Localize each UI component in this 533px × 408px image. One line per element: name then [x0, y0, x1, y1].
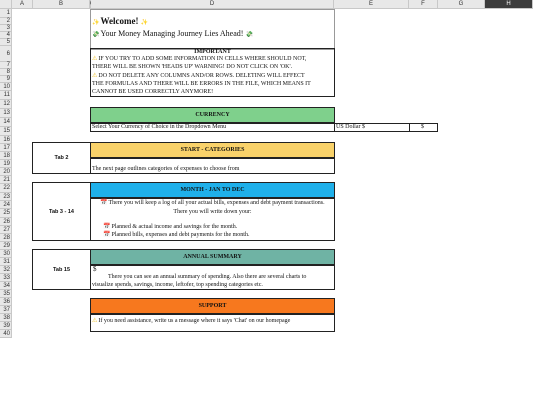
start-categories-text: The next page outlines categories of expenses to choose from [92, 166, 240, 172]
money-icon: 💸 [245, 32, 253, 38]
column-header-b[interactable]: B [33, 0, 90, 9]
column-header-e[interactable]: E [334, 0, 409, 9]
row-header[interactable]: 17 [0, 144, 12, 152]
tab-3-14-label[interactable]: Tab 3 - 14 [32, 182, 91, 241]
annual-summary-symbol: $ [93, 265, 97, 273]
row-header[interactable]: 8 [0, 69, 12, 76]
row-header[interactable]: 9 [0, 76, 12, 83]
row-header[interactable]: 29 [0, 242, 12, 250]
row-header[interactable]: 12 [0, 100, 12, 109]
row-header[interactable]: 1 [0, 9, 12, 18]
important-line-2: THERE WILL BE SHOWN 'HEADS UP' WARNING! DO NOT CLICK ON 'OK'. [92, 64, 293, 70]
row-header[interactable]: 27 [0, 226, 12, 234]
currency-symbol: $ [421, 124, 424, 130]
column-header-f[interactable]: F [409, 0, 438, 9]
warning-icon: ⚠ [92, 73, 98, 79]
select-all-corner[interactable] [0, 0, 12, 9]
month-line-1: 📅There you will keep a log of all your actual bills, expenses and debt payment transactions. [100, 200, 325, 206]
support-heading: SUPPORT [90, 298, 335, 314]
row-header[interactable]: 23 [0, 193, 12, 201]
row-header[interactable]: 34 [0, 282, 12, 290]
row-header[interactable]: 37 [0, 306, 12, 314]
support-text-row [92, 318, 290, 325]
row-header[interactable]: 32 [0, 266, 12, 274]
row-header[interactable]: 25 [0, 209, 12, 218]
welcome-title: Welcome! [100, 16, 139, 26]
month-line-2: There you will write down your: [173, 209, 252, 215]
row-header[interactable]: 20 [0, 168, 12, 176]
row-header[interactable]: 19 [0, 160, 12, 168]
month-line-3: 📅Planned & actual income and savings for the month. [103, 224, 238, 230]
annual-summary-line-2: visualize spends, savings, income, leftofer, top spending categories etc. [92, 282, 263, 288]
currency-prompt: Select Your Currency of Choice in the Dropdown Menu [92, 124, 227, 130]
row-header[interactable]: 33 [0, 274, 12, 282]
row-header[interactable]: 30 [0, 250, 12, 258]
important-line-4: THE FORMULAS AND THERE WILL BE ERRORS IN THE FILE, WHICH MEANS IT [92, 81, 311, 87]
row-header[interactable]: 39 [0, 322, 12, 330]
row-header[interactable]: 14 [0, 118, 12, 127]
row-header[interactable]: 2 [0, 18, 12, 25]
row-header[interactable]: 16 [0, 136, 12, 144]
calendar-icon: 📅 [103, 224, 111, 230]
row-header[interactable]: 28 [0, 234, 12, 242]
welcome-title-row [92, 16, 149, 28]
month-line-4: 📅Planned bills, expenses and debt payments for the month. [103, 232, 250, 238]
money-icon: 💸 [92, 32, 100, 38]
row-header[interactable]: 11 [0, 91, 12, 100]
row-header[interactable]: 35 [0, 290, 12, 298]
row-header[interactable]: 21 [0, 176, 12, 184]
row-header[interactable]: 13 [0, 109, 12, 118]
support-text: If you need assistance, write us a message where it says 'Chat' on our homepage [98, 318, 291, 324]
column-header-a[interactable]: A [12, 0, 33, 9]
row-header[interactable]: 26 [0, 218, 12, 226]
month-heading: MONTH - JAN TO DEC [90, 182, 335, 198]
tab-15-label[interactable]: Tab 15 [32, 249, 91, 290]
important-line-3: ⚠DO NOT DELETE ANY COLUMNS AND/OR ROWS. DELETING WILL EFFECT [92, 73, 305, 79]
calendar-icon: 📅 [100, 200, 108, 206]
important-line-1: ⚠IF YOU TRY TO ADD SOME INFORMATION IN CELLS WHERE SHOULD NOT, [92, 56, 307, 62]
row-header[interactable]: 24 [0, 201, 12, 209]
warning-icon: ⚠ [92, 318, 98, 324]
annual-summary-heading: ANNUAL SUMMARY [90, 249, 335, 265]
row-header[interactable]: 22 [0, 184, 12, 193]
warning-icon: ⚠ [92, 56, 98, 62]
row-header[interactable]: 3 [0, 25, 12, 32]
sparkle-icon: ✨ [140, 20, 148, 26]
currency-selected[interactable]: US Dollar $ [336, 124, 365, 130]
currency-heading: CURRENCY [90, 107, 335, 123]
row-header[interactable]: 18 [0, 152, 12, 160]
row-header[interactable]: 15 [0, 127, 12, 136]
welcome-subtitle-row [92, 29, 254, 40]
tab-2-label[interactable]: Tab 2 [32, 142, 91, 174]
important-heading: IMPORTANT [194, 49, 231, 55]
row-header[interactable]: 10 [0, 83, 12, 91]
row-header[interactable]: 5 [0, 39, 12, 46]
row-header[interactable]: 38 [0, 314, 12, 322]
start-categories-heading: START - CATEGORIES [90, 142, 335, 158]
row-header[interactable]: 7 [0, 62, 12, 69]
welcome-subtitle: Your Money Managing Journey Lies Ahead! [100, 29, 244, 38]
column-header-h[interactable]: H [485, 0, 533, 9]
row-header[interactable]: 6 [0, 46, 12, 62]
row-header[interactable]: 4 [0, 32, 12, 39]
annual-summary-line-1: There you can see an annual summary of spending. Also there are several charts to [108, 274, 307, 280]
column-header-g[interactable]: G [438, 0, 485, 9]
sparkle-icon: ✨ [92, 20, 100, 26]
row-header[interactable]: 31 [0, 258, 12, 266]
row-header[interactable]: 40 [0, 330, 12, 338]
important-line-5: CANNOT BE USED CORRECTLY ANYMORE! [92, 89, 214, 95]
row-header[interactable]: 36 [0, 298, 12, 306]
column-header-d[interactable]: D [91, 0, 334, 9]
calendar-icon: 📅 [103, 232, 111, 238]
